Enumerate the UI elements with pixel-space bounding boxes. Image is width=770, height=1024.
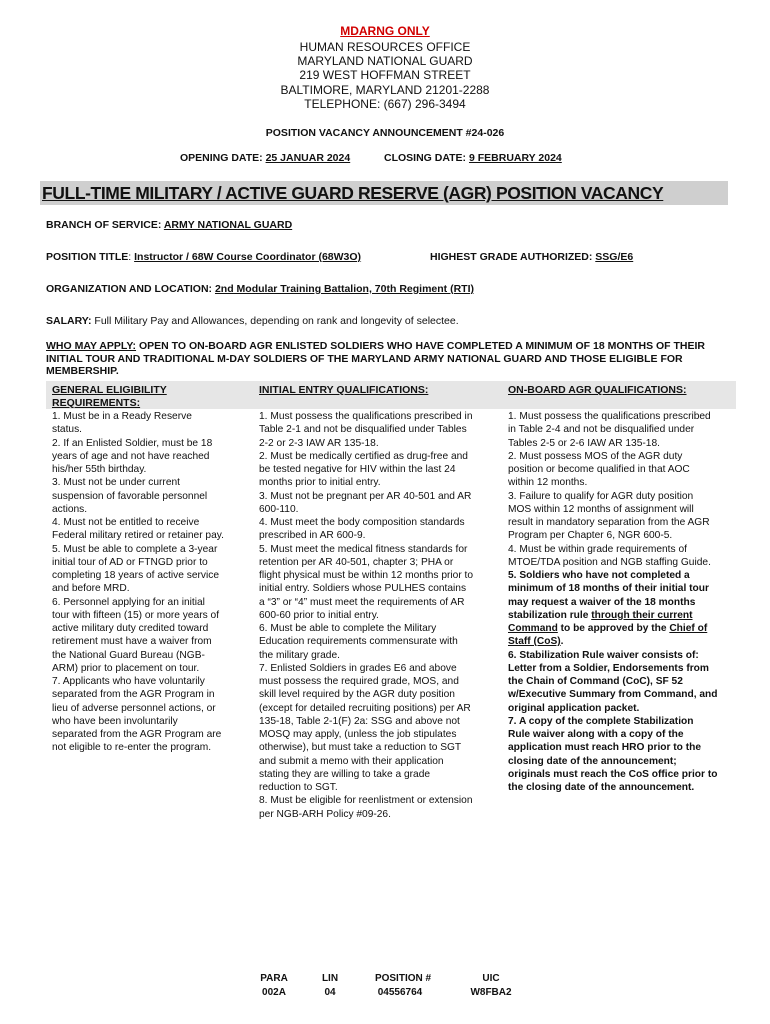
initial-entry-heading: INITIAL ENTRY QUALIFICATIONS: <box>259 384 429 396</box>
stabilization-text-e: . <box>560 636 564 648</box>
list-item: 4. Must be within grade requirements of MTOE/TDA position and NGB staffing Guide. <box>508 543 711 568</box>
org-label: ORGANIZATION AND LOCATION: <box>46 283 215 295</box>
stabilization-text-c: to be approved by the <box>557 623 670 634</box>
vacancy-title <box>40 181 728 205</box>
general-eligibility-list <box>52 410 224 755</box>
list-item: 4. Must meet the body composition standards prescribed in AR 600-9. <box>259 517 465 542</box>
announcement-line <box>0 127 770 139</box>
list-item: 2. Must be medically certified as drug-free and be tested negative for HIV within the last 24 months prior to initial entry. <box>259 450 468 489</box>
announcement-label: POSITION VACANCY ANNOUNCEMENT # <box>265 127 472 139</box>
grade-value: SSG/E6 <box>595 251 634 263</box>
footer-lin-value: 04 <box>324 987 336 998</box>
general-eligibility-heading: GENERAL ELIGIBILITY REQUIREMENTS: <box>52 384 167 409</box>
stabilization-text-a: 5. Soldiers who have not completed a minimum of 18 months of their initial tour may request a waiver of the 18 months stabilization rule <box>508 570 709 621</box>
grade-label: HIGHEST GRADE AUTHORIZED: <box>430 251 596 263</box>
branch-label: BRANCH OF SERVICE: <box>46 219 164 231</box>
list-item: 6. Personnel applying for an initial tour with fifteen (15) or more years of active military duty credited toward retirement must have a waiver from the National Guard Bureau (NGB-ARM) prior to placement on tour. <box>52 596 220 674</box>
who-may-apply-text: OPEN TO ON-BOARD AGR ENLISTED SOLDIERS WHO HAVE COMPLETED A MINIMUM OF 18 MONTHS OF THEIR INITIAL TOUR AND TRADITIONAL M-DAY SOLDIERS OF THE MARYLAND ARMY NATIONAL GUARD AND THOSE ELIGIBLE FOR MEMBERSHIP. <box>46 340 706 377</box>
highest-grade <box>430 251 633 263</box>
list-item: 3. Failure to qualify for AGR duty position MOS within 12 months of assignment will result in mandatory separation from the AGR Program per Chapter 6, NGR 600-5. <box>508 490 710 542</box>
branch-value: ARMY NATIONAL GUARD <box>163 219 293 231</box>
stabilization-text-b: through their current Command <box>508 609 693 634</box>
list-item: 7. A copy of the complete Stabilization Rule waiver along with a copy of the application must reach HRO prior to the closing date of the announcement; originals must reach the CoS office prior to the closing date of the announcement. <box>508 715 718 793</box>
list-item: 6. Stabilization Rule waiver consists of: Letter from a Soldier, Endorsements from the Chain of Command (CoC), SF 52 w/Executive Summary from Command, and original application packet. <box>508 649 718 714</box>
who-may-apply <box>46 340 736 378</box>
onboard-agr-list <box>508 410 718 794</box>
position-value: Instructor / 68W Course Coordinator (68W3O) <box>134 251 362 263</box>
position-title <box>46 251 361 263</box>
list-item: 3. Must not be pregnant per AR 40-501 and AR 600-110. <box>259 490 472 515</box>
org-value: 2nd Modular Training Battalion, 70th Regiment (RTI) <box>214 283 474 295</box>
onboard-agr-heading: ON-BOARD AGR QUALIFICATIONS: <box>508 384 687 396</box>
announcement-number: 24-026 <box>471 127 505 139</box>
salary <box>46 315 459 327</box>
footer-uic-label: UIC <box>482 973 500 984</box>
organization-location <box>46 283 474 295</box>
list-item: 8. Must be eligible for reenlistment or extension per NGB-ARH Policy #09-26. <box>259 795 473 820</box>
closing-date-line <box>384 152 562 164</box>
address-line-2: MARYLAND NATIONAL GUARD <box>297 54 473 68</box>
address-line-3: 219 WEST HOFFMAN STREET <box>299 68 471 82</box>
branch-of-service <box>46 219 292 231</box>
list-item: 1. Must possess the qualifications prescribed in Table 2-1 and not be disqualified under Tables 2-2 or 2-3 IAW AR 135-18. <box>259 411 473 449</box>
vacancy-title-text: FULL-TIME MILITARY / ACTIVE GUARD RESERVE (AGR) POSITION VACANCY <box>42 183 664 203</box>
list-item: 7. Applicants who have voluntarily separated from the AGR Program in lieu of adverse personnel actions, or who have been involuntarily separated from the AGR Program are not eligible to re-enter the program. <box>52 676 222 754</box>
who-may-apply-label: WHO MAY APPLY: <box>46 340 137 352</box>
list-item: 2. If an Enlisted Soldier, must be 18 years of age and not have reached his/her 55th birthday. <box>52 437 213 475</box>
salary-value: Full Military Pay and Allowances, depending on rank and longevity of selectee. <box>94 315 459 327</box>
list-item: 7. Enlisted Soldiers in grades E6 and above must possess the required grade, MOS, and skill level required by the AGR duty position (except for detailed recruiting positions) per AR 135-18, Table 2-1(F) 2a: SSG and above not MOSQ may apply, (unless the job stipulates otherwise), but must take a reduction to SGT and submit a memo with their application stating they are willing to take a grade reduction to SGT. <box>259 662 471 793</box>
closing-date-value: 9 FEBRUARY 2024 <box>468 152 562 164</box>
telephone-line: TELEPHONE: (667) 296-3494 <box>304 97 466 111</box>
opening-date-value: 25 JANUAR 2024 <box>265 152 351 164</box>
footer-para-value: 002A <box>262 987 286 998</box>
position-label: POSITION TITLE <box>46 251 129 263</box>
list-item: 1. Must be in a Ready Reserve status. <box>52 411 192 436</box>
address-line-4: BALTIMORE, MARYLAND 21201-2288 <box>280 83 490 97</box>
footer-para-label: PARA <box>260 973 288 984</box>
list-item: 3. Must not be under current suspension of favorable personnel actions. <box>52 477 208 515</box>
footer-uic-value: W8FBA2 <box>470 987 512 998</box>
closing-date-label: CLOSING DATE: <box>384 152 469 164</box>
salary-label: SALARY: <box>46 315 95 327</box>
list-item: 6. Must be able to complete the Military Education requirements commensurate with the military grade. <box>259 623 458 661</box>
list-item: 2. Must possess MOS of the AGR duty position or become qualified in that AOC within 12 months. <box>508 450 690 489</box>
restriction-notice: MDARNG ONLY <box>340 24 430 38</box>
stabilization-text-d: Chief of Staff (CoS) <box>508 623 708 648</box>
opening-date-label: OPENING DATE: <box>180 152 266 164</box>
footer-lin-label: LIN <box>321 973 339 984</box>
footer-position-value: 04556764 <box>377 987 423 998</box>
address-line-1: HUMAN RESOURCES OFFICE <box>299 40 471 54</box>
list-item: 1. Must possess the qualifications prescribed in Table 2-4 and not be disqualified under Tables 2-5 or 2-6 IAW AR 135-18. <box>508 411 711 449</box>
list-item: 4. Must not be entitled to receive Federal military retired or retainer pay. <box>52 517 224 542</box>
list-item: 5. Must meet the medical fitness standards for retention per AR 40-501, chapter 3; PHA or flight physical must be within 12 months prior to initial entry. Soldiers whose PULHES contains a “3” or “4” must meet the requirements of AR 600-60 prior to initial entry. <box>259 543 474 621</box>
list-item: 5. Must be able to complete a 3-year initial tour of AD or FTNGD prior to completing 18 years of active service and before MRD. <box>52 543 220 595</box>
opening-date-line <box>180 152 350 164</box>
list-item-stabilization <box>508 569 718 649</box>
initial-entry-list <box>259 410 474 821</box>
position-colon: : <box>128 251 135 263</box>
footer-position-label: POSITION # <box>374 973 432 984</box>
